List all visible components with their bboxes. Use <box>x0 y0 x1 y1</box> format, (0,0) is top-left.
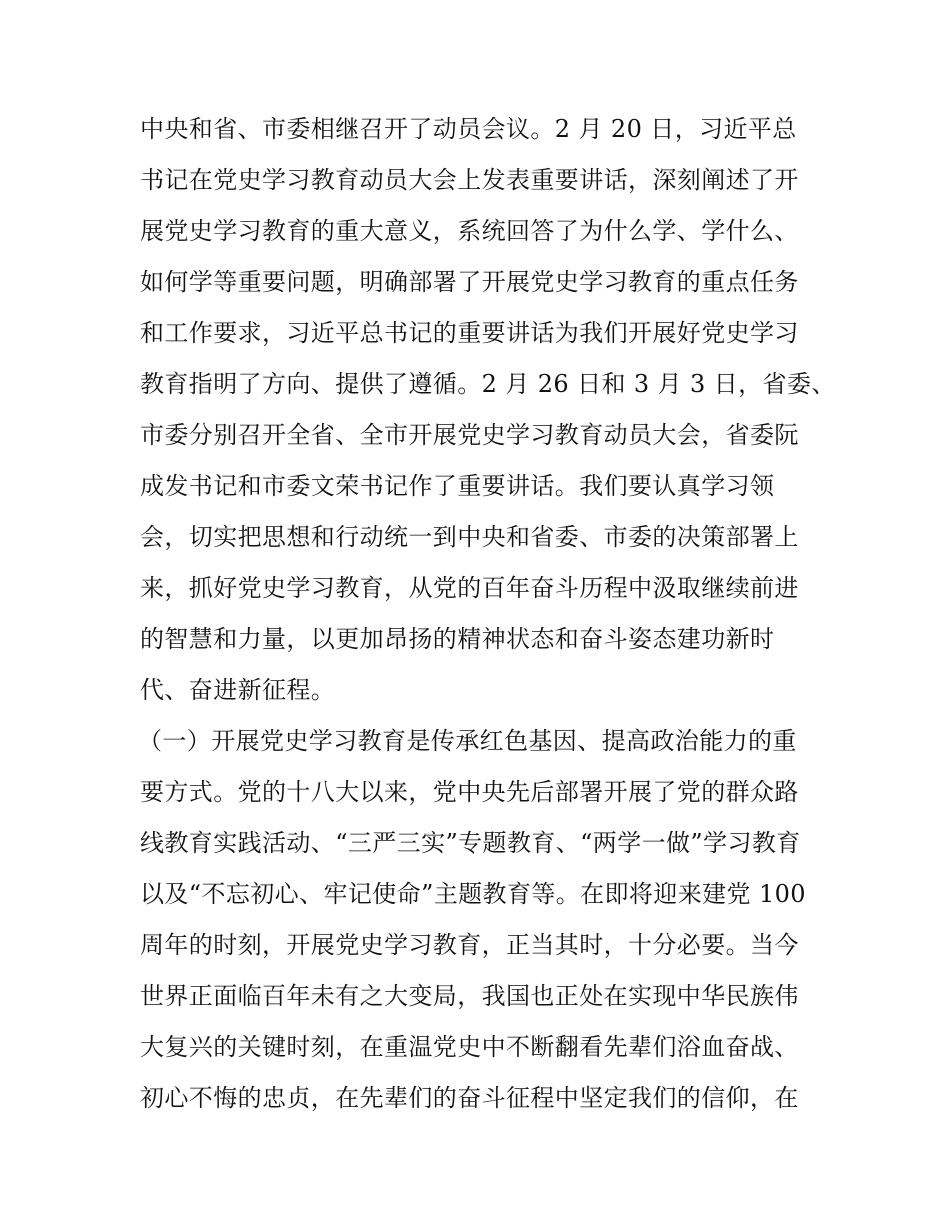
text-line: 市委分别召开全省、全市开展党史学习教育动员大会，省委阮 <box>140 421 799 449</box>
text-line: 来，抓好党史学习教育，从党的百年奋斗历程中汲取继续前进 <box>140 574 799 602</box>
text-line: 展党史学习教育的重大意义，系统回答了为什么学、学什么、 <box>140 217 799 245</box>
text-line: 世界正面临百年未有之大变局，我国也正处在实现中华民族伟 <box>140 982 799 1010</box>
text-line: 大复兴的关键时刻，在重温党史中不断翻看先辈们浴血奋战、 <box>140 1033 799 1061</box>
text-line: 如何学等重要问题，明确部署了开展党史学习教育的重点任务 <box>140 268 799 296</box>
text-line: 的智慧和力量，以更加昂扬的精神状态和奋斗姿态建功新时 <box>140 625 775 653</box>
text-line: 以及“不忘初心、牢记使命”主题教育等。在即将迎来建党 100 <box>140 880 806 908</box>
text-line: 会，切实把思想和行动统一到中央和省委、市委的决策部署上 <box>140 523 799 551</box>
text-line: 要方式。党的十八大以来，党中央先后部署开展了党的群众路 <box>140 778 799 806</box>
section-heading-line: （一）开展党史学习教育是传承红色基因、提高政治能力的重 <box>138 727 797 755</box>
document-body <box>138 104 836 1124</box>
text-line: 初心不悔的忠贞，在先辈们的奋斗征程中坚定我们的信仰，在 <box>140 1084 799 1112</box>
text-line: 代、奋进新征程。 <box>140 676 336 704</box>
text-line: 教育指明了方向、提供了遵循。2 月 26 日和 3 月 3 日，省委、 <box>140 370 836 398</box>
text-line: 线教育实践活动、“三严三实”专题教育、“两学一做”学习教育 <box>140 829 801 857</box>
text-line: 成发书记和市委文荣书记作了重要讲话。我们要认真学习领 <box>140 472 775 500</box>
text-line: 和工作要求，习近平总书记的重要讲话为我们开展好党史学习 <box>140 319 799 347</box>
text-line: 周年的时刻，开展党史学习教育，正当其时，十分必要。当今 <box>140 931 799 959</box>
text-line: 中央和省、市委相继召开了动员会议。2 月 20 日，习近平总 <box>140 115 797 143</box>
text-line: 书记在党史学习教育动员大会上发表重要讲话，深刻阐述了开 <box>140 166 799 194</box>
